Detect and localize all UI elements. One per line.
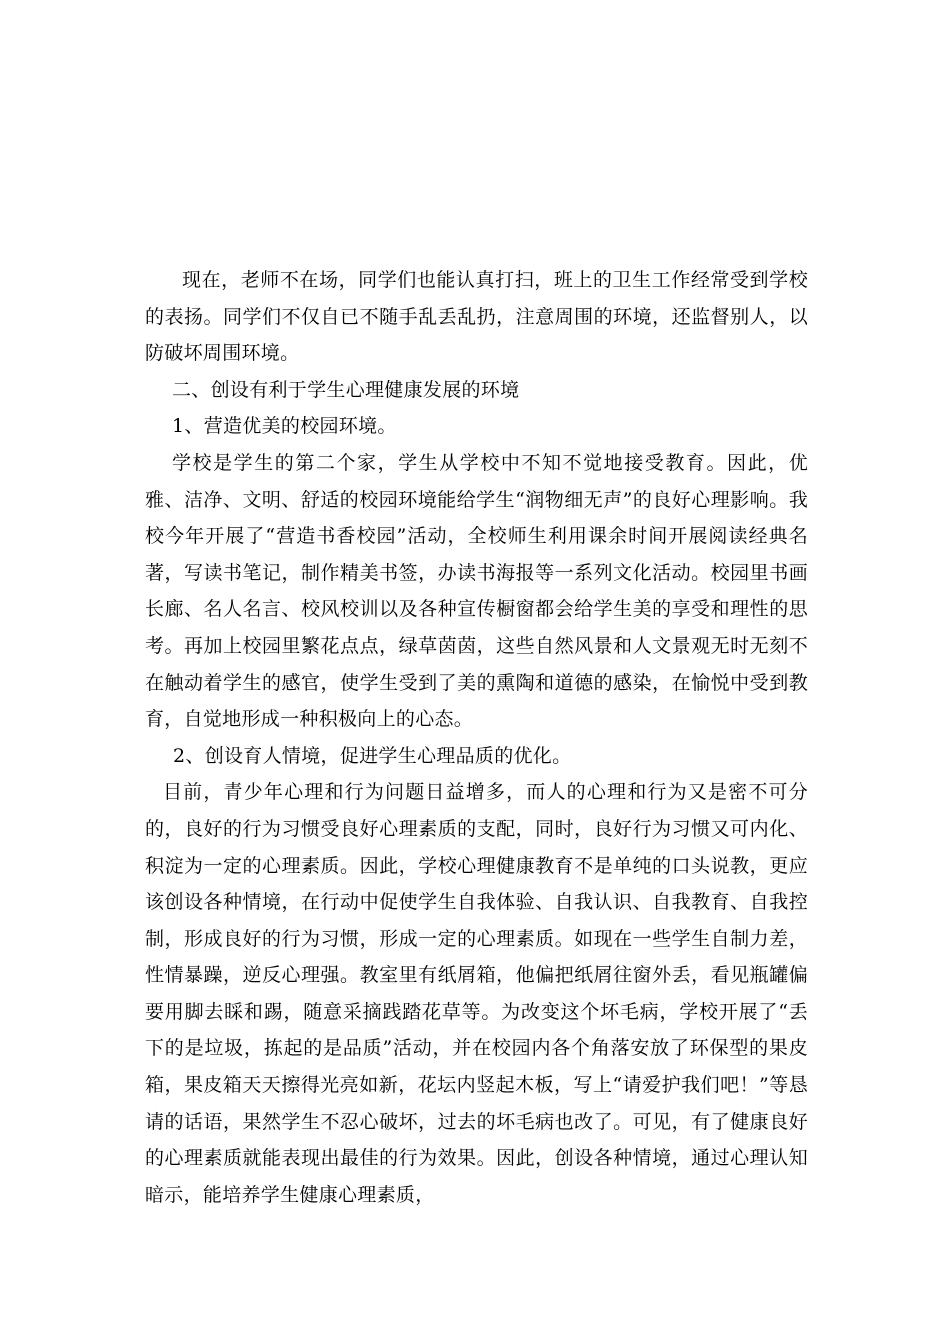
paragraph-intro: 现在，老师不在场，同学们也能认真打扫，班上的卫生工作经常受到学校的表扬。同学们不仅自已不随手乱丢乱扔，注意周围的环境，还监督别人，以防破坏周围环境。 — [145, 269, 808, 365]
subsection-heading-2: 2、创设育人情境，促进学生心理品质的优化。 — [173, 744, 572, 767]
paragraph-campus-environment: 学校是学生的第二个家，学生从学校中不知不觉地接受教育。因此，优雅、洁净、文明、舒适的校园环境能给学生“润物细无声”的良好心理影响。我校今年开展了“营造书香校园”活动，全校师生利用课余时间开展阅读经典名著，写读书笔记，制作精美书签，办读书海报等一系列文化活动。校园里书画长廊、名人名言、校风校训以及各种宣传橱窗都会给学生美的享受和理性的思考。再加上校园里繁花点点，绿草茵茵，这些自然风景和人文景观无时无刻不在触动着学生的感官，使学生受到了美的熏陶和道德的感染，在愉悦中受到教育，自觉地形成一种积极向上的心态。 — [145, 451, 808, 731]
subsection-heading-1: 1、营造优美的校园环境。 — [172, 415, 397, 438]
section-heading: 二、创设有利于学生心理健康发展的环境 — [172, 378, 520, 401]
paragraph-educational-situations: 目前，青少年心理和行为问题日益增多，而人的心理和行为又是密不可分的，良好的行为习惯受良好心理素质的支配，同时，良好行为习惯又可内化、积淀为一定的心理素质。因此，学校心理健康教育不是单纯的口头说教，更应该创设各种情境，在行动中促使学生自我体验、自我认识、自我教育、自我控制，形成良好的行为习惯，形成一定的心理素质。如现在一些学生自制力差，性情暴躁，逆反心理强。教室里有纸屑箱，他偏把纸屑往窗外丢，看见瓶罐偏要用脚去睬和踢，随意采摘践踏花草等。为改变这个坏毛病，学校开展了“丢下的是垃圾，拣起的是品质”活动，并在校园内各个角落安放了环保型的果皮箱，果皮箱天天擦得光亮如新，花坛内竖起木板，写上“请爱护我们吧！”等恳请的话语，果然学生不忍心破坏，过去的坏毛病也改了。可见，有了健康良好的心理素质就能表现出最佳的行为效果。因此，创设各种情境，通过心理认知暗示，能培养学生健康心理素质， — [145, 781, 808, 1206]
document-body — [145, 262, 808, 1213]
